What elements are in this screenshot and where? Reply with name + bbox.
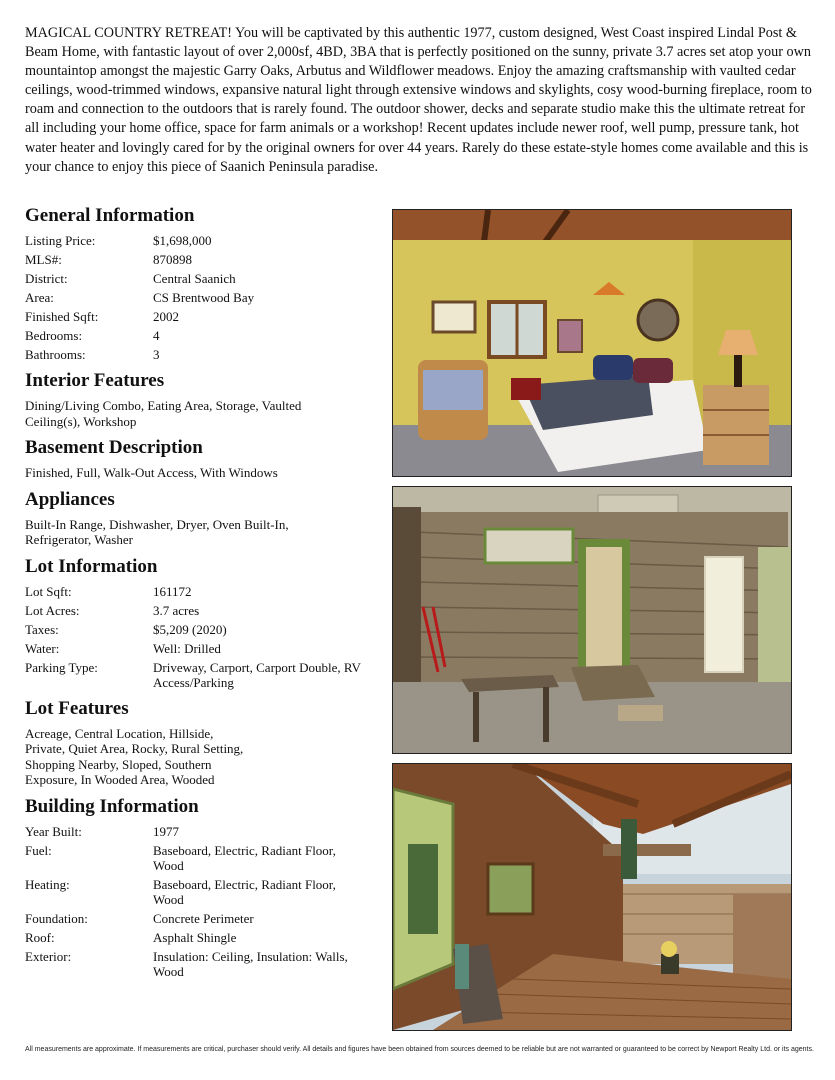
detail-label: Bathrooms:: [25, 347, 86, 362]
details-column: [25, 205, 380, 987]
interior-features-section: [25, 370, 380, 429]
detail-value: Central Saanich: [153, 271, 236, 286]
detail-row: [25, 641, 380, 656]
detail-row: [25, 824, 380, 839]
section-text: Dining/Living Combo, Eating Area, Storage, Vaulted Ceiling(s), Workshop: [25, 398, 302, 429]
detail-label: Lot Sqft:: [25, 583, 72, 599]
detail-label: Roof:: [25, 929, 55, 945]
building-information-section: [25, 796, 380, 979]
detail-value: $5,209 (2020): [153, 621, 227, 637]
detail-value: 4: [153, 328, 160, 343]
detail-value: 3.7 acres: [153, 602, 200, 618]
general-information-section: [25, 205, 380, 362]
detail-label: Listing Price:: [25, 233, 96, 248]
detail-value: Well: Drilled: [153, 640, 221, 656]
detail-value: Baseboard, Electric, Radiant Floor, Wood: [153, 876, 336, 907]
detail-label: MLS#:: [25, 252, 62, 267]
detail-value: 3: [153, 347, 160, 362]
section-text: Built-In Range, Dishwasher, Dryer, Oven Built-In, Refrigerator, Washer: [25, 516, 289, 547]
lot-features-section: [25, 698, 380, 788]
section-heading: Lot Features: [25, 697, 129, 719]
detail-row: [25, 622, 380, 637]
section-heading: Interior Features: [25, 370, 165, 391]
detail-value: Asphalt Shingle: [153, 929, 237, 945]
detail-row: [25, 603, 380, 618]
detail-row: [25, 930, 380, 945]
detail-label: District:: [25, 271, 68, 286]
detail-label: Fuel:: [25, 842, 52, 858]
detail-value: 2002: [153, 309, 179, 324]
detail-value: 870898: [153, 252, 192, 267]
detail-value: $1,698,000: [153, 233, 212, 248]
detail-value: CS Brentwood Bay: [153, 290, 255, 305]
photo-column: [392, 209, 792, 1040]
basement-description-section: [25, 437, 380, 481]
detail-row: [25, 660, 380, 690]
detail-label: Lot Acres:: [25, 602, 80, 618]
detail-value: Insulation: Ceiling, Insulation: Walls, Wood: [153, 948, 348, 979]
section-heading: Lot Information: [25, 555, 158, 577]
detail-label: Exterior:: [25, 948, 72, 964]
deck-photo: [392, 763, 792, 1031]
detail-label: Year Built:: [25, 823, 82, 839]
appliances-section: [25, 489, 380, 548]
section-text: Finished, Full, Walk-Out Access, With Windows: [25, 465, 278, 480]
detail-row: [25, 843, 380, 873]
detail-row: [25, 584, 380, 599]
detail-row: [25, 347, 380, 362]
section-text: Acreage, Central Location, Hillside, Private, Quiet Area, Rocky, Rural Setting, Shopping Nearby, Sloped, Southern Exposure, In Wooded Area, Wooded: [25, 725, 244, 787]
detail-label: Finished Sqft:: [25, 309, 99, 324]
bedroom-photo: [392, 209, 792, 477]
detail-label: Parking Type:: [25, 659, 98, 675]
detail-label: Bedrooms:: [25, 328, 83, 343]
listing-description: MAGICAL COUNTRY RETREAT! You will be captivated by this authentic 1977, custom designed, West Coast inspired Lindal Post & Beam Home, with fantastic layout of over 2,000sf, 4BD, 3BA that is perfectly positioned on the sunny, private 3.7 acres set atop your own mountaintop amongst the majestic Garry Oaks, Arbutus and Wildflower meadows. Enjoy the amazing craftsmanship with vaulted cedar ceilings, wood-trimmed windows, expansive natural light through extensive windows and skylights, cosy wood-burning fireplace, room to roam and connection to the outdoors that is rarely found. The outdoor shower, decks and separate studio make this the ultimate retreat for all including your home office, space for farm animals or a workshop! Recent updates include newer roof, well pump, pressure tank, hot water heater and lovingly cared for by the original owners for over 44 years. Rarely do these estate-style homes come available and this is your chance to enjoy this piece of Saanich Peninsula paradise.: [25, 25, 812, 175]
detail-label: Taxes:: [25, 621, 59, 637]
detail-row: [25, 328, 380, 343]
detail-row: [25, 252, 380, 267]
detail-value: 161172: [153, 583, 192, 599]
detail-row: [25, 290, 380, 305]
studio-photo: [392, 486, 792, 754]
disclaimer: All measurements are approximate. If measurements are critical, purchaser should verify. All details and figures have been obtained from sources deemed to be reliable but are not warranted or guaranteed to be correct by Newport Realty Ltd. or its agents.: [25, 1046, 814, 1053]
detail-value: Driveway, Carport, Carport Double, RV Access/Parking: [153, 659, 361, 690]
detail-label: Area:: [25, 290, 54, 305]
section-heading: Building Information: [25, 795, 199, 817]
detail-value: 1977: [153, 823, 179, 839]
section-heading: General Information: [25, 205, 195, 226]
detail-row: [25, 911, 380, 926]
lot-information-section: [25, 556, 380, 690]
detail-row: [25, 949, 380, 979]
detail-value: Concrete Perimeter: [153, 910, 254, 926]
section-heading: Appliances: [25, 488, 115, 510]
detail-row: [25, 233, 380, 248]
detail-label: Foundation:: [25, 910, 88, 926]
detail-value: Baseboard, Electric, Radiant Floor, Wood: [153, 842, 336, 873]
detail-row: [25, 271, 380, 286]
detail-label: Water:: [25, 640, 60, 656]
detail-row: [25, 309, 380, 324]
detail-label: Heating:: [25, 876, 70, 892]
detail-row: [25, 877, 380, 907]
section-heading: Basement Description: [25, 437, 203, 458]
